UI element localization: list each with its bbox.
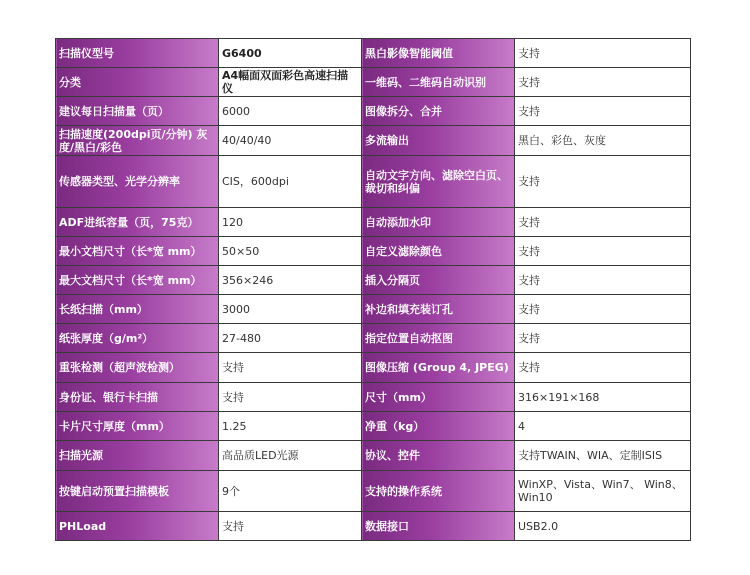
spec-label: PHLoad bbox=[56, 512, 219, 541]
spec-label: 自动文字方向、滤除空白页、裁切和纠偏 bbox=[362, 156, 515, 208]
spec-label: 扫描仪型号 bbox=[56, 39, 219, 68]
spec-label: 支持的操作系统 bbox=[362, 471, 515, 512]
spec-value: 支持TWAIN、WIA、定制ISIS bbox=[515, 441, 691, 471]
spec-value: A4幅面双面彩色高速扫描仪 bbox=[219, 68, 362, 97]
spec-value: 支持 bbox=[219, 512, 362, 541]
spec-value: 支持 bbox=[515, 208, 691, 237]
spec-label: 自动添加水印 bbox=[362, 208, 515, 237]
table-row bbox=[56, 383, 691, 412]
spec-label: 建议每日扫描量（页） bbox=[56, 97, 219, 126]
spec-label: 补边和填充装订孔 bbox=[362, 295, 515, 324]
spec-value: 支持 bbox=[219, 353, 362, 383]
spec-value: 9个 bbox=[219, 471, 362, 512]
table-row bbox=[56, 68, 691, 97]
spec-label: 卡片尺寸厚度（mm） bbox=[56, 412, 219, 441]
spec-value: 40/40/40 bbox=[219, 126, 362, 156]
spec-value: 高品质LED光源 bbox=[219, 441, 362, 471]
spec-label: 身份证、银行卡扫描 bbox=[56, 383, 219, 412]
spec-label: 纸张厚度（g/m²） bbox=[56, 324, 219, 353]
spec-value: CIS，600dpi bbox=[219, 156, 362, 208]
spec-value: 27-480 bbox=[219, 324, 362, 353]
table-row bbox=[56, 412, 691, 441]
spec-value: 6000 bbox=[219, 97, 362, 126]
spec-value: 120 bbox=[219, 208, 362, 237]
spec-label: 尺寸（mm） bbox=[362, 383, 515, 412]
spec-label: 图像拆分、合并 bbox=[362, 97, 515, 126]
spec-value: 支持 bbox=[515, 266, 691, 295]
spec-value: 支持 bbox=[515, 68, 691, 97]
table-row bbox=[56, 471, 691, 512]
spec-value: 支持 bbox=[515, 39, 691, 68]
spec-label: 最小文档尺寸（长*宽 mm） bbox=[56, 237, 219, 266]
spec-value: WinXP、Vista、Win7、 Win8、Win10 bbox=[515, 471, 691, 512]
spec-label: 协议、控件 bbox=[362, 441, 515, 471]
spec-value: 黑白、彩色、灰度 bbox=[515, 126, 691, 156]
spec-label: ADF进纸容量（页，75克） bbox=[56, 208, 219, 237]
table-row bbox=[56, 156, 691, 208]
spec-value: 支持 bbox=[515, 237, 691, 266]
table-row bbox=[56, 97, 691, 126]
spec-value: G6400 bbox=[219, 39, 362, 68]
spec-value: 50×50 bbox=[219, 237, 362, 266]
spec-label: 净重（kg） bbox=[362, 412, 515, 441]
spec-value: 4 bbox=[515, 412, 691, 441]
spec-label: 图像压缩 (Group 4, JPEG) bbox=[362, 353, 515, 383]
table-row bbox=[56, 208, 691, 237]
table-row bbox=[56, 39, 691, 68]
spec-label: 黑白影像智能阈值 bbox=[362, 39, 515, 68]
spec-label: 按键启动预置扫描模板 bbox=[56, 471, 219, 512]
spec-label: 扫描速度(200dpi页/分钟) 灰度/黑白/彩色 bbox=[56, 126, 219, 156]
spec-label: 一维码、二维码自动识别 bbox=[362, 68, 515, 97]
spec-label: 重张检测（超声波检测） bbox=[56, 353, 219, 383]
table-row bbox=[56, 237, 691, 266]
table-row bbox=[56, 441, 691, 471]
spec-label: 插入分隔页 bbox=[362, 266, 515, 295]
spec-value: 1.25 bbox=[219, 412, 362, 441]
spec-label: 最大文档尺寸（长*宽 mm） bbox=[56, 266, 219, 295]
spec-label: 数据接口 bbox=[362, 512, 515, 541]
spec-value: 支持 bbox=[515, 295, 691, 324]
spec-label: 长纸扫描（mm） bbox=[56, 295, 219, 324]
table-row bbox=[56, 324, 691, 353]
spec-label: 多流输出 bbox=[362, 126, 515, 156]
spec-value: 3000 bbox=[219, 295, 362, 324]
table-row bbox=[56, 295, 691, 324]
spec-value: 356×246 bbox=[219, 266, 362, 295]
spec-value: 支持 bbox=[515, 97, 691, 126]
spec-table bbox=[55, 38, 691, 541]
spec-label: 传感器类型、光学分辨率 bbox=[56, 156, 219, 208]
spec-value: 316×191×168 bbox=[515, 383, 691, 412]
spec-value: 支持 bbox=[219, 383, 362, 412]
spec-value: 支持 bbox=[515, 353, 691, 383]
spec-label: 分类 bbox=[56, 68, 219, 97]
table-row bbox=[56, 266, 691, 295]
table-row bbox=[56, 126, 691, 156]
spec-value: 支持 bbox=[515, 324, 691, 353]
spec-label: 扫描光源 bbox=[56, 441, 219, 471]
table-row bbox=[56, 512, 691, 541]
spec-value: 支持 bbox=[515, 156, 691, 208]
spec-value: USB2.0 bbox=[515, 512, 691, 541]
table-row bbox=[56, 353, 691, 383]
spec-label: 自定义滤除颜色 bbox=[362, 237, 515, 266]
spec-label: 指定位置自动抠图 bbox=[362, 324, 515, 353]
